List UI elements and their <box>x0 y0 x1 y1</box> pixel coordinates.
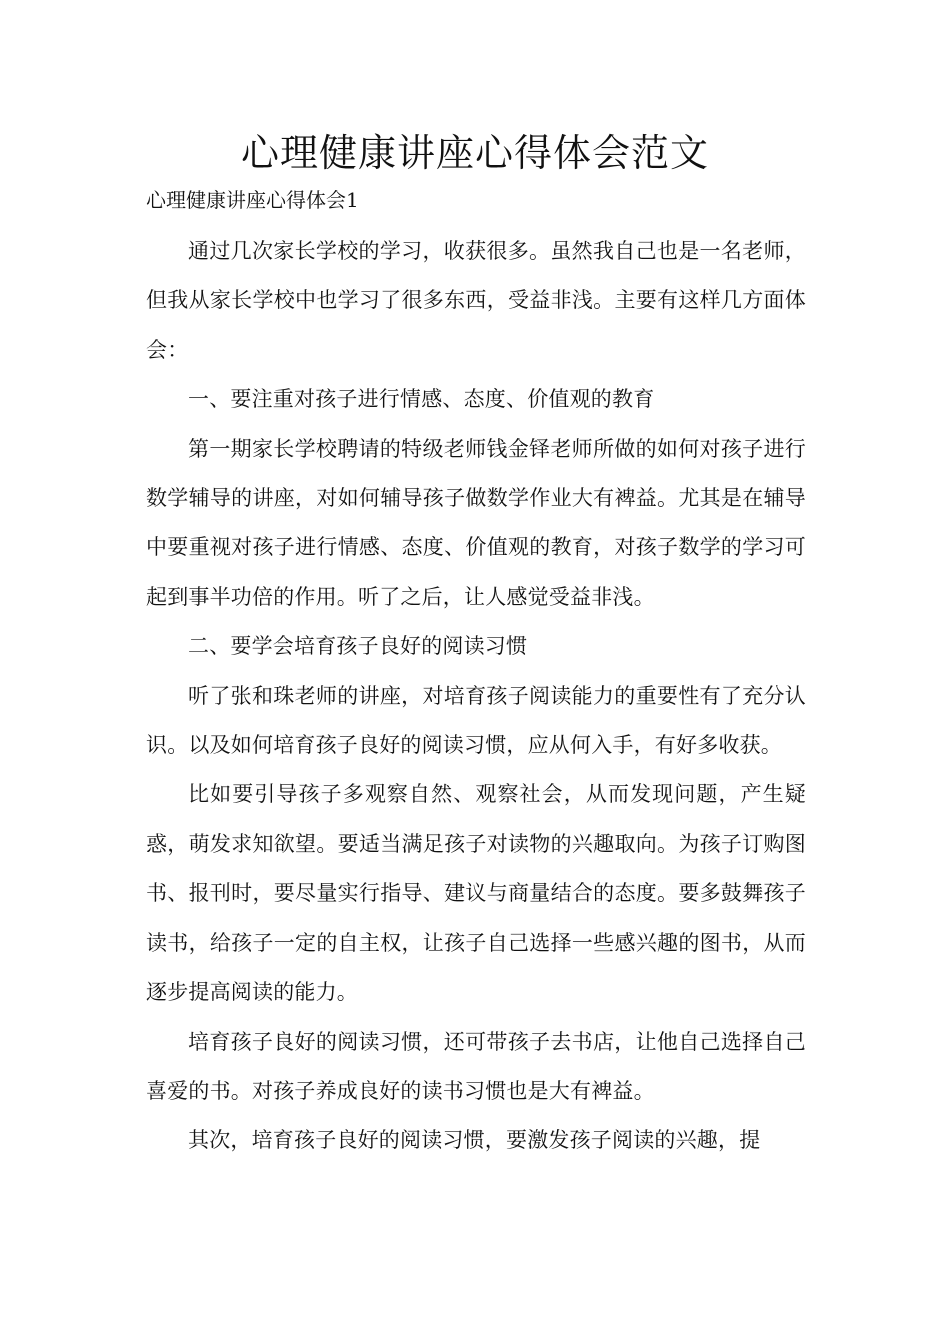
paragraph-math-lecture: 第一期家长学校聘请的特级老师钱金铎老师所做的如何对孩子进行数学辅导的讲座，对如何辅导孩子做数学作业大有裨益。尤其是在辅导中要重视对孩子进行情感、态度、价值观的教育，对孩子数学的学习可起到事半功倍的作用。听了之后，让人感觉受益非浅。 <box>146 436 806 609</box>
paragraph-interest: 其次，培育孩子良好的阅读习惯，要激发孩子阅读的兴趣，提 <box>188 1128 761 1153</box>
subheading-reading-habits: 二、要学会培育孩子良好的阅读习惯 <box>188 634 528 659</box>
document-title: 心理健康讲座心得体会范文 <box>240 131 709 175</box>
paragraph-guidance: 比如要引导孩子多观察自然、观察社会，从而发现问题，产生疑惑，萌发求知欲望。要适当满足孩子对读物的兴趣取向。为孩子订购图书、报刊时，要尽量实行指导、建议与商量结合的态度。要多鼓舞孩子读书，给孩子一定的自主权，让孩子自己选择一些感兴趣的图书，从而逐步提高阅读的能力。 <box>146 782 806 1005</box>
paragraph-intro: 通过几次家长学校的学习，收获很多。虽然我自己也是一名老师，但我从家长学校中也学习了很多东西，受益非浅。主要有这样几方面体会： <box>146 239 806 362</box>
subheading-emotion-education: 一、要注重对孩子进行情感、态度、价值观的教育 <box>188 387 655 412</box>
document-body <box>146 227 806 1166</box>
section-heading: 心理健康讲座心得体会1 <box>146 188 359 212</box>
paragraph-bookstore: 培育孩子良好的阅读习惯，还可带孩子去书店，让他自己选择自己喜爱的书。对孩子养成良好的读书习惯也是大有裨益。 <box>146 1029 806 1103</box>
paragraph-reading-lecture: 听了张和珠老师的讲座，对培育孩子阅读能力的重要性有了充分认识。以及如何培育孩子良好的阅读习惯，应从何入手，有好多收获。 <box>146 683 806 758</box>
